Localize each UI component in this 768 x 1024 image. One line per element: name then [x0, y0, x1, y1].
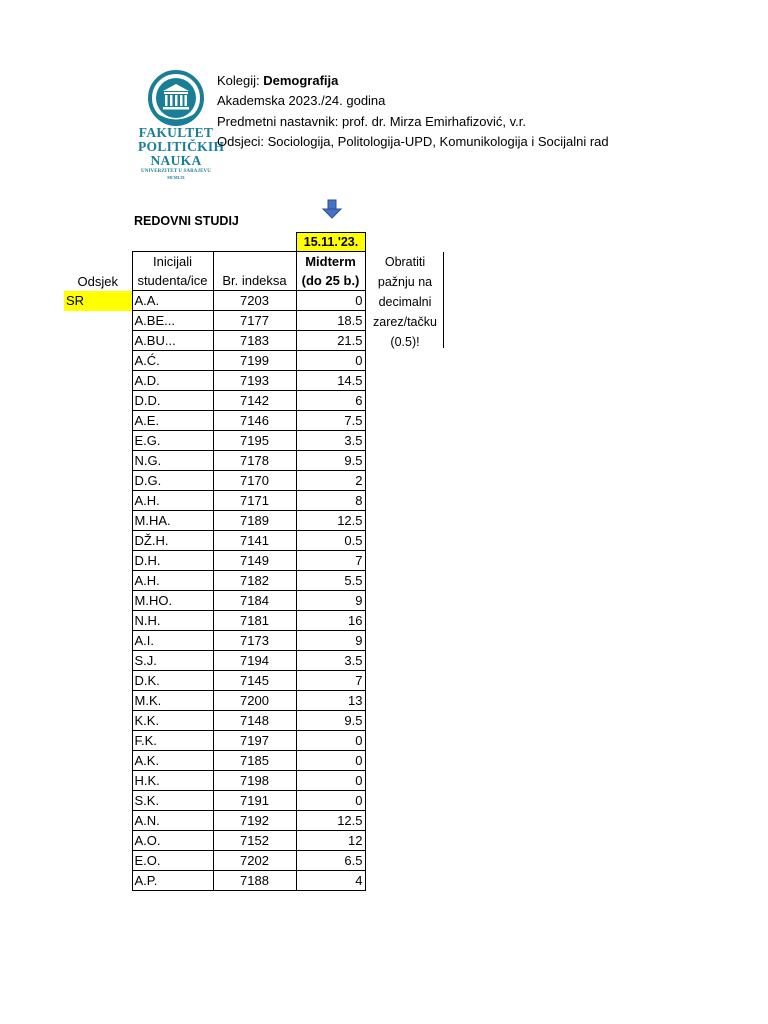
cell-initials: F.K.: [132, 731, 213, 751]
header-initials-line2: studenta/ice: [137, 273, 208, 288]
cell-index: 7189: [213, 511, 296, 531]
course-line: [217, 71, 609, 91]
cell-midterm-score: 0.5: [296, 531, 365, 551]
cell-midterm-score: 12: [296, 831, 365, 851]
cell-midterm-score: 0: [296, 351, 365, 371]
academic-year: Akademska 2023./24. godina: [217, 93, 386, 109]
cell-midterm-score: 7: [296, 551, 365, 571]
cell-department: SR: [64, 291, 132, 311]
cell-midterm-score: 7.5: [296, 411, 365, 431]
cell-index: 7193: [213, 371, 296, 391]
cell-index: 7181: [213, 611, 296, 631]
cell-department: [64, 671, 132, 691]
cell-initials: M.HA.: [132, 511, 213, 531]
table-row: [64, 371, 365, 391]
cell-index: 7142: [213, 391, 296, 411]
cell-index: 7194: [213, 651, 296, 671]
table-row: [64, 491, 365, 511]
cell-initials: A.D.: [132, 371, 213, 391]
table-row: [64, 331, 365, 351]
cell-initials: A.A.: [132, 291, 213, 311]
cell-department: [64, 391, 132, 411]
cell-department: [64, 371, 132, 391]
cell-index: 7182: [213, 571, 296, 591]
cell-index: 7146: [213, 411, 296, 431]
cell-index: 7148: [213, 711, 296, 731]
table-row: [64, 791, 365, 811]
cell-index: 7195: [213, 431, 296, 451]
cell-index: 7185: [213, 751, 296, 771]
table-row: [64, 611, 365, 631]
cell-initials: A.P.: [132, 871, 213, 891]
cell-midterm-score: 0: [296, 771, 365, 791]
table-row: [64, 391, 365, 411]
table-row: [64, 411, 365, 431]
cell-index: 7177: [213, 311, 296, 331]
cell-midterm-score: 14.5: [296, 371, 365, 391]
table-row: [64, 311, 365, 331]
cell-index: 7152: [213, 831, 296, 851]
cell-midterm-score: 7: [296, 671, 365, 691]
cell-midterm-score: 9: [296, 631, 365, 651]
logo-line-2: POLITIČKIH: [138, 139, 225, 154]
cell-department: [64, 431, 132, 451]
cell-midterm-score: 9: [296, 591, 365, 611]
cell-department: [64, 551, 132, 571]
table-row: [64, 591, 365, 611]
table-row: [64, 351, 365, 371]
course-name: Demografija: [263, 73, 339, 88]
departments: Odsjeci: Sociologija, Politologija-UPD, Komunikologija i Socijalni rad: [217, 133, 609, 149]
cell-index: 7197: [213, 731, 296, 751]
cell-midterm-score: 3.5: [296, 431, 365, 451]
cell-initials: D.G.: [132, 471, 213, 491]
cell-department: [64, 351, 132, 371]
faculty-logo: [138, 70, 225, 181]
cell-department: [64, 491, 132, 511]
cell-department: [64, 571, 132, 591]
cell-index: 7191: [213, 791, 296, 811]
cell-midterm-score: 3.5: [296, 651, 365, 671]
header-midterm-line2: (do 25 b.): [301, 273, 360, 288]
course-info: [217, 71, 609, 152]
cell-midterm-score: 0: [296, 751, 365, 771]
table-row: [64, 651, 365, 671]
cell-index: 7198: [213, 771, 296, 791]
table-row: [64, 531, 365, 551]
cell-department: [64, 691, 132, 711]
cell-initials: A.BE...: [132, 311, 213, 331]
cell-department: [64, 511, 132, 531]
cell-midterm-score: 12.5: [296, 511, 365, 531]
cell-index: 7170: [213, 471, 296, 491]
cell-department: [64, 311, 132, 331]
cell-initials: M.K.: [132, 691, 213, 711]
cell-initials: E.G.: [132, 431, 213, 451]
teacher: Predmetni nastavnik: prof. dr. Mirza Emirhafizović, v.r.: [217, 113, 526, 129]
logo-year: MCMLIX: [167, 175, 185, 180]
cell-initials: D.K.: [132, 671, 213, 691]
cell-index: 7178: [213, 451, 296, 471]
header-initials: [132, 252, 213, 291]
cell-midterm-score: 9.5: [296, 711, 365, 731]
cell-index: 7203: [213, 291, 296, 311]
down-arrow-icon: [322, 199, 342, 224]
header-department: Odsjek: [77, 273, 118, 289]
grades-body: [64, 291, 365, 891]
table-row: [64, 811, 365, 831]
cell-midterm-score: 21.5: [296, 331, 365, 351]
faculty-building-icon: [145, 70, 207, 126]
table-row: [64, 751, 365, 771]
cell-department: [64, 651, 132, 671]
cell-midterm-score: 9.5: [296, 451, 365, 471]
cell-initials: D.H.: [132, 551, 213, 571]
cell-index: 7192: [213, 811, 296, 831]
logo-university: UNIVERZITET U SARAJEVU: [141, 169, 211, 174]
cell-midterm-score: 6: [296, 391, 365, 411]
cell-midterm-score: 12.5: [296, 811, 365, 831]
cell-index: 7149: [213, 551, 296, 571]
cell-initials: A.H.: [132, 571, 213, 591]
cell-initials: A.Ć.: [132, 351, 213, 371]
cell-midterm-score: 8: [296, 491, 365, 511]
section-title: REDOVNI STUDIJ: [134, 214, 239, 228]
grades-table: [64, 251, 366, 891]
cell-initials: S.K.: [132, 791, 213, 811]
cell-initials: N.G.: [132, 451, 213, 471]
cell-index: 7202: [213, 851, 296, 871]
cell-department: [64, 831, 132, 851]
table-row: [64, 631, 365, 651]
cell-department: [64, 411, 132, 431]
cell-initials: H.K.: [132, 771, 213, 791]
cell-initials: A.BU...: [132, 331, 213, 351]
cell-midterm-score: 18.5: [296, 311, 365, 331]
table-row: [64, 871, 365, 891]
cell-index: 7171: [213, 491, 296, 511]
cell-initials: A.I.: [132, 631, 213, 651]
cell-midterm-score: 2: [296, 471, 365, 491]
cell-department: [64, 771, 132, 791]
cell-initials: E.O.: [132, 851, 213, 871]
table-row: [64, 291, 365, 311]
cell-midterm-score: 4: [296, 871, 365, 891]
logo-line-1: FAKULTET: [138, 125, 214, 140]
table-header-row: [64, 252, 365, 291]
cell-initials: A.N.: [132, 811, 213, 831]
table-row: [64, 511, 365, 531]
cell-department: [64, 811, 132, 831]
header-index: Br. indeksa: [213, 252, 296, 291]
table-row: [64, 431, 365, 451]
cell-department: [64, 731, 132, 751]
exam-date: 15.11.'23.: [296, 232, 366, 252]
cell-midterm-score: 16: [296, 611, 365, 631]
table-row: [64, 691, 365, 711]
cell-initials: A.K.: [132, 751, 213, 771]
cell-department: [64, 611, 132, 631]
cell-midterm-score: 6.5: [296, 851, 365, 871]
cell-midterm-score: 0: [296, 791, 365, 811]
table-row: [64, 731, 365, 751]
cell-department: [64, 711, 132, 731]
cell-initials: A.E.: [132, 411, 213, 431]
cell-department: [64, 331, 132, 351]
table-row: [64, 831, 365, 851]
table-row: [64, 711, 365, 731]
table-row: [64, 851, 365, 871]
course-label: Kolegij:: [217, 73, 264, 88]
cell-department: [64, 631, 132, 651]
cell-index: 7141: [213, 531, 296, 551]
cell-initials: K.K.: [132, 711, 213, 731]
cell-midterm-score: 13: [296, 691, 365, 711]
header-initials-line1: Inicijali: [152, 254, 192, 269]
cell-midterm-score: 0: [296, 291, 365, 311]
cell-department: [64, 871, 132, 891]
cell-department: [64, 451, 132, 471]
decimal-note: Obratiti pažnju na decimalni zarez/tačku (0.5)!: [367, 252, 444, 348]
cell-department: [64, 591, 132, 611]
cell-midterm-score: 0: [296, 731, 365, 751]
header-midterm: [296, 252, 365, 291]
table-row: [64, 471, 365, 491]
cell-index: 7188: [213, 871, 296, 891]
cell-index: 7145: [213, 671, 296, 691]
cell-index: 7183: [213, 331, 296, 351]
cell-department: [64, 791, 132, 811]
header-midterm-line1: Midterm: [305, 254, 356, 269]
table-row: [64, 451, 365, 471]
cell-initials: S.J.: [132, 651, 213, 671]
table-row: [64, 551, 365, 571]
cell-initials: A.H.: [132, 491, 213, 511]
cell-department: [64, 751, 132, 771]
cell-department: [64, 851, 132, 871]
table-row: [64, 771, 365, 791]
logo-line-3: NAUKA: [150, 153, 202, 168]
cell-initials: DŽ.H.: [132, 531, 213, 551]
cell-initials: A.O.: [132, 831, 213, 851]
cell-department: [64, 471, 132, 491]
cell-initials: M.HO.: [132, 591, 213, 611]
cell-department: [64, 531, 132, 551]
cell-index: 7173: [213, 631, 296, 651]
table-row: [64, 571, 365, 591]
cell-initials: D.D.: [132, 391, 213, 411]
cell-index: 7184: [213, 591, 296, 611]
cell-index: 7199: [213, 351, 296, 371]
table-row: [64, 671, 365, 691]
cell-midterm-score: 5.5: [296, 571, 365, 591]
cell-initials: N.H.: [132, 611, 213, 631]
cell-index: 7200: [213, 691, 296, 711]
